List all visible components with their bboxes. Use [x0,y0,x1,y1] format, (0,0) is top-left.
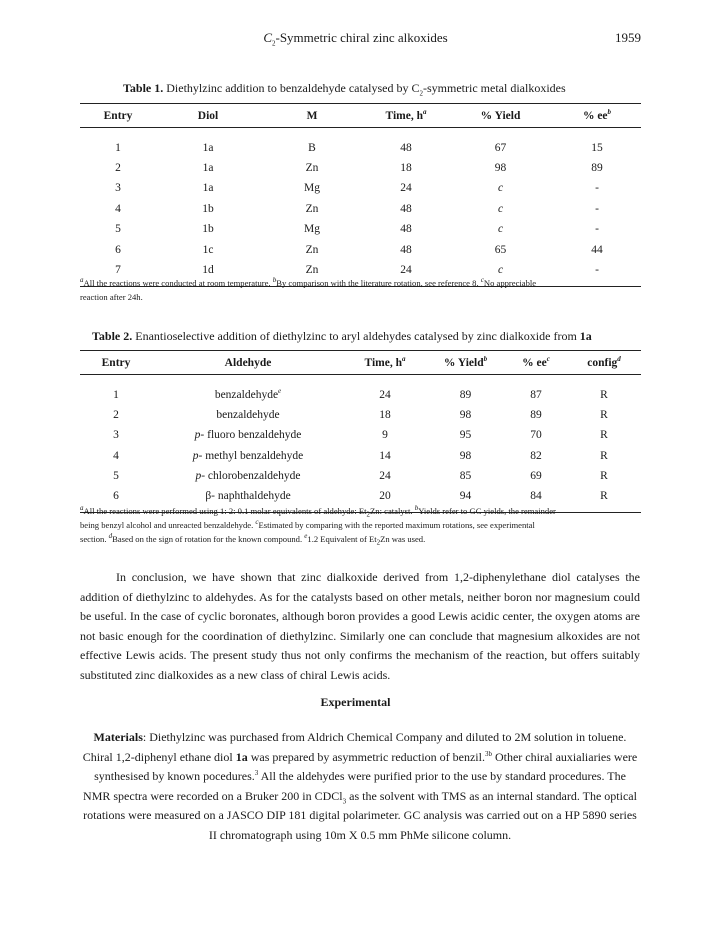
table-cell: 4 [115,202,121,215]
table-cell: - [595,182,599,195]
footnote-mark: e [278,386,282,395]
table-cell: 24 [364,260,448,286]
para-prefix: p- [192,449,203,462]
table-cell-ee: 82 [530,449,542,462]
table2-header-entry: Entry [80,351,152,375]
table-row [80,425,641,446]
table1-footnotes: $^a$All the reactions were conducted at room temperature. $^b$By comparison with the literature rotation, see reference 8. $^c$No appreciable reaction after 24h. [80,276,537,302]
table-cell: c [497,182,504,195]
table-cell: 89 [591,161,603,174]
table-cell-time: 9 [382,429,388,442]
table-cell: B [308,141,316,154]
table-cell: c [497,223,504,236]
table-cell: Zn [305,202,319,215]
table-cell: c [497,202,504,215]
para-prefix: p- [194,429,205,442]
running-title: $C_2$-Symmetric chiral zinc alkoxides [263,30,448,48]
table1-header-entry: Entry [80,104,156,128]
table-cell: 44 [591,243,603,256]
table-cell: Mg [304,182,320,195]
table1 [80,103,641,287]
table-cell: 1a [202,182,214,195]
table1-header-diol: Diol [156,104,260,128]
table-cell: Mg [304,223,320,236]
table-cell: - [595,202,599,215]
table-cell: - [553,260,641,286]
table-cell-ee: 89 [530,408,542,421]
aldehyde-name: β- naphthaldehyde [205,490,291,503]
table2 [80,350,641,513]
aldehyde-name: benzaldehyde [216,408,280,421]
table-cell-aldehyde [152,425,344,446]
table-row [80,405,641,426]
experimental-heading: Experimental [320,695,391,709]
table-cell: Zn [260,260,364,286]
table-cell-time: 24 [379,388,391,401]
table-cell-aldehyde [152,405,344,426]
table-cell: 6 [115,243,121,256]
table-cell-config: R [600,388,608,401]
table-cell: 65 [494,243,507,256]
table-row [80,446,641,467]
table2-header-row [80,351,641,375]
table-cell-aldehyde [152,446,344,467]
para-prefix: p- [195,470,206,483]
table-row [80,375,641,405]
table2-header-aldehyde: Aldehyde [152,351,344,375]
table-cell: 1d [156,260,260,286]
table-row [80,219,641,240]
table-cell: Zn [305,161,319,174]
table-row [80,128,641,158]
page-number: 1959 [615,30,641,45]
running-head [0,30,711,50]
conclusion-paragraph: In conclusion, we have shown that zinc dialkoxide derived from 1,2-diphenylethane diol catalyses the addition of diethylzinc to aldehydes. As for the catalysts based on other metals, neither boron nor magnesium could be useful. In the case of cyclic boronates, although boron provides a good Lewis acidic center, the oxygen atoms are not basic enough for the coordination of diethylzinc. Similarly one can conclude that magnesium alkoxides are not effective Lewis acids. The present study thus not only confirms the mechanism of the reaction, but offers suitably substituted zinc dialkoxides as a new class of chiral Lewis acids. [80,570,640,682]
table-cell-ee: 69 [530,470,542,483]
table2-header-yield: % Yield$^b$ [426,351,505,375]
table1-header-metal: M [260,104,364,128]
table-row [80,240,641,261]
table2-footnotes: $^a$All the reactions were performed using 1: 2: 0.1 molar equivalents of aldehyde: $Et_2Zn$: catalyst. $^b$Yields refer to GC yields, the remainder being benzyl alcohol and unreacted benzaldehyde. $^c$Estimated by comparing with the reported maximum rotations, see experimental section. $^d$Based on the sign of rotation for the known compound. $^e$1.2 Equivalent of $Et_2Zn$ was used. [80,504,556,547]
aldehyde-name: chlorobenzaldehyde [205,470,301,483]
table-cell: 1b [202,223,214,236]
table-cell-config: R [600,408,608,421]
table-cell-aldehyde [152,375,344,405]
table2-header-config: config$^d$ [567,351,641,375]
table-cell-aldehyde [152,466,344,487]
table-cell-config: R [567,487,641,513]
table-cell-entry: 2 [113,408,119,421]
table1-header-time: Time, $h^a$ [364,104,448,128]
table-cell: 2 [115,161,121,174]
table-cell: Zn [305,243,319,256]
table-cell: 18 [400,161,412,174]
table-cell-time: 24 [379,470,391,483]
table-cell: 98 [494,161,507,174]
table-cell: 7 [80,260,156,286]
table-cell-yield: 98 [459,449,472,462]
table-cell-yield: 89 [459,388,472,401]
aldehyde-name: benzaldehyde [214,388,279,401]
table-cell-config: R [600,449,608,462]
table-cell: 48 [400,243,412,256]
table-cell-entry: 3 [113,429,119,442]
table-cell-time: 20 [344,487,426,513]
table-cell: 24 [400,182,412,195]
table-cell-yield: 95 [459,429,472,442]
table-cell-entry: 1 [113,388,119,401]
table-row [80,466,641,487]
table-cell-time: 14 [379,449,391,462]
table-cell: 48 [400,141,412,154]
table1-header-yield: % Yield [448,104,553,128]
table-cell-yield: 98 [459,408,472,421]
table-cell-entry: 5 [113,470,119,483]
table-cell: 48 [400,202,412,215]
table-cell: 15 [591,141,603,154]
table2-header-time: Time, $h^a$ [344,351,426,375]
table-cell-ee: 84 [505,487,567,513]
table1-header-row [80,104,641,128]
table-cell: 67 [494,141,507,154]
table-cell-ee: 87 [530,388,542,401]
table-row [80,178,641,199]
aldehyde-name: fluoro benzaldehyde [204,429,302,442]
table2-caption: Table 2. Enantioselective addition of diethylzinc to aryl aldehydes catalysed by zinc dialkoxide from 1a [92,329,592,343]
table1-caption: Table 1. Diethylzinc addition to benzaldehyde catalysed by $C_2$-symmetric metal dialkoxides [123,81,566,98]
table-cell: 1b [202,202,214,215]
aldehyde-name: methyl benzaldehyde [202,449,304,462]
table-cell-entry: 6 [80,487,152,513]
table-row [80,199,641,220]
table-cell-yield: 85 [459,470,472,483]
materials-paragraph: Materials: Diethylzinc was purchased from Aldrich Chemical Company and diluted to 2M solution in toluene. Chiral 1,2-diphenyl ethane diol 1a was prepared by asymmetric reduction of benzil.$^{3b}$ Other chiral auxialiaries were synthesised by known pocedures.$^3$ All the aldehydes were purified prior to the use by standard procedures. The NMR spectra were recorded on a Bruker 200 in CDCl$_3$ as the solvent with TMS as an internal standard. The optical rotations were measured on a JASCO DIP 181 digital polarimeter. GC analysis was carried out on a HP 5890 series II chromatograph using 10m X 0.5 mm PhMe silicone column. [82,730,638,842]
table-cell: 48 [400,223,412,236]
table-cell: 1a [202,161,214,174]
table-cell: 3 [115,182,121,195]
table-cell-config: R [600,470,608,483]
table-cell: c [448,260,553,286]
table-cell: 5 [115,223,121,236]
table1-header-ee: % $ee^b$ [553,104,641,128]
table-cell-ee: 70 [530,429,542,442]
table-cell: 1a [202,141,214,154]
table-cell-time: 18 [379,408,391,421]
table-cell-yield: 94 [426,487,505,513]
table-cell: - [595,223,599,236]
table2-header-ee: % $ee^c$ [505,351,567,375]
table-cell-entry: 4 [113,449,119,462]
table-cell-config: R [600,429,608,442]
table-cell: 1 [115,141,121,154]
table-cell: 1c [202,243,214,256]
table-row [80,158,641,179]
